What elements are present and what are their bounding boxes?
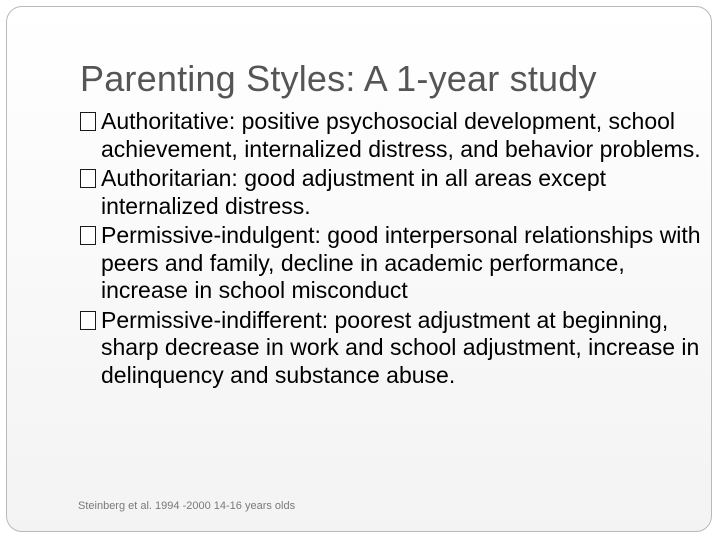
bullet-item-authoritarian	[80, 165, 710, 220]
bullet-text: Authoritarian: good adjustment in all areas except internalized distress.	[101, 165, 607, 219]
bullet-text: Permissive-indifferent: poorest adjustment at beginning, sharp decrease in work and school adjustment, increase in delinquency and substance abuse.	[101, 306, 700, 388]
slide-title: Parenting Styles: A 1-year study	[80, 58, 597, 99]
bullet-text: Permissive-indulgent: good interpersonal relationships with peers and family, decline in academic performance, increase in school misconduct	[101, 222, 701, 303]
citation-footer: Steinberg et al. 1994 -2000 14-16 years olds	[78, 500, 296, 512]
bullet-text: Authoritative: positive psychosocial development, school achievement, internalized distress, and behavior problems.	[101, 108, 701, 162]
square-bullet-icon	[80, 226, 96, 245]
square-bullet-icon	[80, 169, 96, 188]
bullet-item-permissive-indulgent	[80, 222, 710, 305]
square-bullet-icon	[80, 112, 96, 131]
bullet-item-permissive-indifferent	[80, 307, 710, 390]
bullet-list	[80, 108, 710, 391]
square-bullet-icon	[80, 311, 96, 330]
bullet-item-authoritative	[80, 108, 710, 163]
